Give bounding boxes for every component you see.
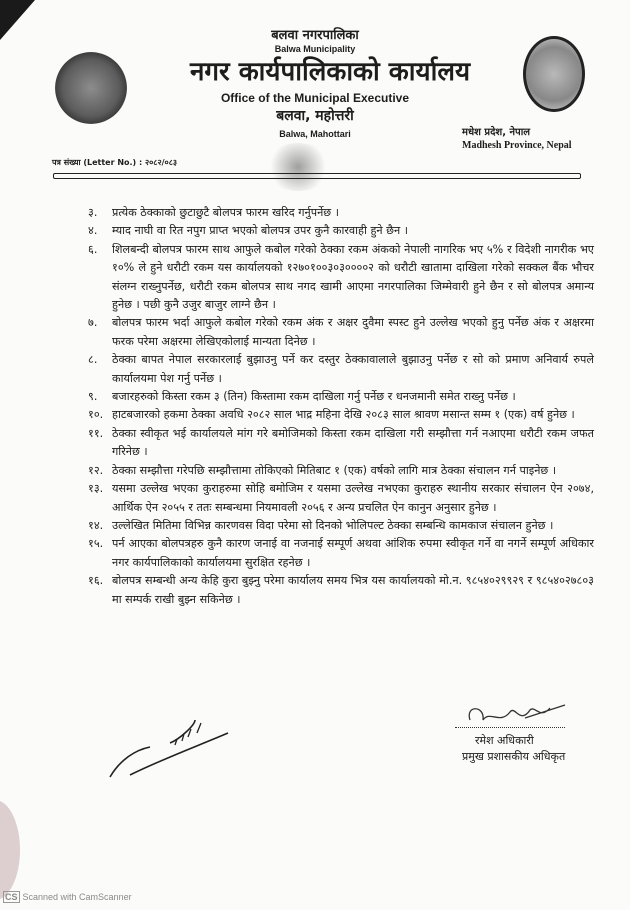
condition-number: ४. bbox=[88, 224, 98, 238]
office-title-np: नगर कार्यपालिकाको कार्यालय bbox=[189, 57, 471, 87]
condition-item bbox=[88, 388, 594, 406]
condition-item bbox=[88, 351, 594, 388]
condition-text: ठेक्का स्वीकृत भई कार्यालयले मांग गरे बमोजिमको किस्ता रकम दाखिला गरी सम्झौत्ता गर्न नआएमा धरौटी रकम जफत गरिनेछ । bbox=[112, 426, 594, 459]
province-en: Madhesh Province, Nepal bbox=[462, 140, 572, 151]
address-en: Balwa, Mahottari bbox=[279, 129, 351, 139]
signatory-name: रमेश अधिकारी bbox=[475, 734, 534, 747]
condition-item bbox=[88, 572, 594, 609]
condition-number: ३. bbox=[88, 206, 98, 219]
condition-number: ११. bbox=[88, 426, 104, 440]
condition-item bbox=[88, 314, 594, 351]
condition-item bbox=[88, 462, 594, 480]
condition-text: ठेक्का सम्झौत्ता गरेपछि सम्झौत्तामा तोकिएको मितिबाट १ (एक) वर्षको लागि मात्र ठेक्का संचालन गर्न पाइनेछ । bbox=[112, 463, 557, 477]
condition-item bbox=[88, 406, 594, 424]
condition-text: म्याद नाघी वा रित नपुग प्राप्त भएको बोलपत्र उपर कुनै कारवाही हुने छैन । bbox=[112, 224, 408, 238]
condition-text: बोलपत्र सम्बन्धी अन्य केहि कुरा बुझ्नु परेमा कार्यालय समय भित्र यस कार्यालयको मो.न. ९८५४०२९९२९ र ९८५४०२७८०३ मा सम्पर्क राखी बुझ्न सकिनेछ । bbox=[112, 574, 594, 606]
condition-number: ९. bbox=[88, 390, 98, 404]
condition-text: बोलपत्र फारम भर्दा आफुले कबोल गरेको रकम अंक र अक्षर दुवैमा स्पस्ट हुने उल्लेख भएको हुनु पर्नेछ अंक र अक्षरमा फरक परेमा अक्षरमा लेखिएकोलाई मान्यता दिनेछ । bbox=[112, 316, 594, 348]
condition-number: ६. bbox=[88, 242, 98, 256]
header-divider bbox=[53, 173, 581, 179]
condition-number: १२. bbox=[88, 463, 104, 477]
condition-item bbox=[88, 535, 594, 572]
official-signature bbox=[465, 700, 575, 735]
condition-text: बजारहरुको किस्ता रकम ३ (तिन) किस्तामा रकम दाखिला गर्नु पर्नेछ र धनजमानी समेत राख्नु पर्नेछ । bbox=[112, 390, 516, 404]
condition-number: ८. bbox=[88, 353, 98, 367]
condition-text: यसमा उल्लेख भएका कुराहरुमा सोहि बमोजिम र यसमा उल्लेख नभएका कुराहरु स्थानीय सरकार संचालन ऐन २०७४, आर्थिक ऐन २०५५ र ततः सम्बन्धमा नियमावली २०५६ र अन्य प्रचलित ऐन कानुन अनुसार हुनेछ । bbox=[112, 482, 594, 514]
condition-number: ७. bbox=[88, 316, 98, 330]
condition-text: उल्लेखित मितिमा विभिन्न कारणवस विदा परेमा सो दिनको भोलिपल्ट ठेक्का सम्बन्धि कामकाज संचालन हुनेछ । bbox=[112, 518, 554, 532]
condition-item bbox=[88, 480, 594, 517]
condition-number: १३. bbox=[88, 482, 104, 496]
condition-text: पर्न आएका बोलपत्रहरु कुनै कारण जनाई वा नजनाई सम्पूर्ण अथवा आंशिक रुपमा स्वीकृत गर्ने वा नगर्ने सम्पूर्ण अधिकार नगर कार्यपालिकाको कार्यालयमा सुरक्षित रहनेछ । bbox=[112, 537, 594, 569]
scanner-watermark bbox=[3, 891, 132, 903]
camscanner-logo-icon: CS bbox=[5, 892, 18, 902]
scan-edge-shadow bbox=[0, 800, 20, 900]
letter-number: पत्र संख्या (Letter No.) : २०८२/०८३ bbox=[52, 158, 178, 167]
condition-number: १५. bbox=[88, 537, 104, 551]
address-np: बलवा, महोत्तरी bbox=[276, 108, 354, 124]
condition-item bbox=[88, 204, 594, 222]
condition-number: १०. bbox=[88, 408, 104, 422]
scanner-text: Scanned with CamScanner bbox=[22, 892, 132, 902]
condition-item bbox=[88, 517, 594, 535]
municipality-name-en: Balwa Municipality bbox=[274, 44, 356, 54]
signatory-title: प्रमुख प्रशासकीय अधिकृत bbox=[462, 750, 566, 763]
condition-item bbox=[88, 425, 594, 462]
condition-text: शिलबन्दी बोलपत्र फारम साथ आफुले कबोल गरेको ठेक्का रकम अंकको नेपाली नागरिक भए ५% र विदेशी नागरीक भए १०% ले हुने धरौटी रकम यस कार्यालयको १२७०१००३०३००००२ को धरौटी खातामा दाखिला गरेको सक्कल बैंक भौचर संलग्न राख्नुपर्नेछ, धरौटी रकम बोलपत्र साथ नगद खामी आएमा नगरपालिका जिम्मेवारी हुने छैन र सो बोलपत्र अमान्य हुनेछ । पछी कुनै उजुर बाजुर लाग्ने छैन । bbox=[112, 242, 594, 312]
province-np: मधेश प्रदेश, नेपाल bbox=[462, 127, 531, 138]
condition-text: हाटबजारको हकमा ठेक्का अवधि २०८२ साल भाद्र महिना देखि २०८३ साल श्रावण मसान्त सम्म १ (एक) वर्ष हुनेछ । bbox=[112, 408, 575, 422]
condition-text: प्रत्येक ठेक्काको छुटाछुटै बोलपत्र फारम खरिद गर्नुपर्नेछ । bbox=[112, 206, 339, 219]
condition-text: ठेक्का बापत नेपाल सरकारलाई बुझाउनु पर्ने कर दस्तुर ठेक्कावालाले बुझाउनु पर्नेछ र सो को प्रमाण अनिवार्य रुपले कार्यालयमा पेश गर्नु पर्नेछ । bbox=[112, 353, 594, 385]
condition-item bbox=[88, 241, 594, 315]
condition-number: १४. bbox=[88, 518, 104, 532]
signature-line bbox=[455, 727, 565, 728]
condition-number: १६. bbox=[88, 574, 104, 588]
office-title-en: Office of the Municipal Executive bbox=[220, 91, 410, 105]
condition-item bbox=[88, 222, 594, 240]
office-stamp bbox=[263, 143, 333, 191]
municipality-name-np: बलवा नगरपालिका bbox=[271, 28, 359, 43]
handwritten-initials bbox=[100, 715, 240, 785]
conditions-list bbox=[88, 204, 594, 609]
